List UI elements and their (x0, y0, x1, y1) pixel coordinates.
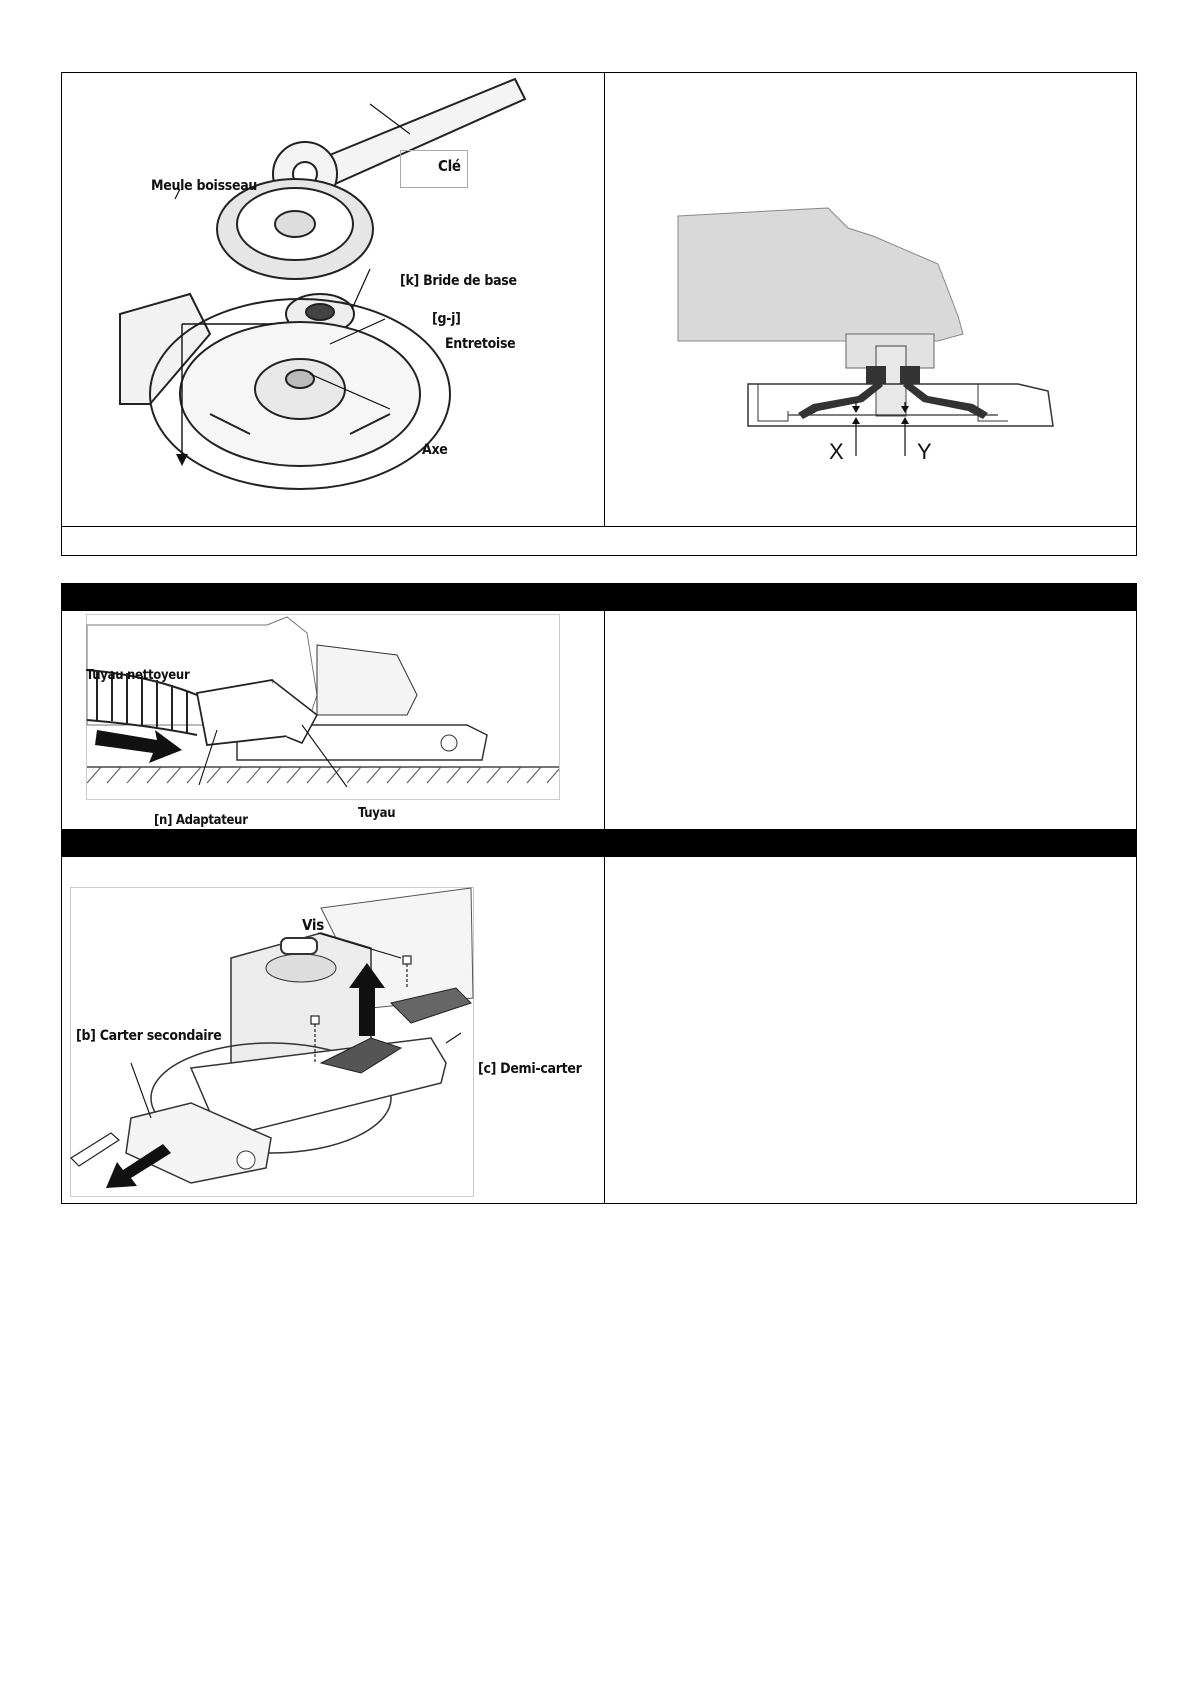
label-half-cover: [c] Demi-carter (478, 1061, 582, 1077)
label-secondary-cover: [b] Carter secondaire (76, 1028, 222, 1044)
label-cup-wheel: Meule boisseau (151, 178, 258, 194)
label-spacer: Entretoise (445, 336, 516, 352)
section-1-footer-divider (61, 526, 1137, 527)
section-2-header-bar (61, 583, 1137, 611)
label-spacer-code: [g-j] (432, 311, 461, 327)
label-adapter: [n] Adaptateur (154, 813, 248, 828)
label-base-flange: [k] Bride de base (400, 273, 517, 289)
label-screw: Vis (302, 916, 324, 934)
label-y: Y (917, 439, 932, 464)
section-1-vertical-divider (604, 72, 605, 526)
section-3-header-bar (61, 829, 1137, 857)
cross-section-drawing (678, 206, 1098, 466)
hose-connection-drawing (87, 615, 559, 799)
section-2-vertical-divider-bottom (604, 857, 605, 1204)
label-cleaner-hose: Tuyau nettoyeur (86, 668, 190, 683)
label-key: Clé (438, 157, 461, 175)
label-shaft: Axe (422, 442, 448, 458)
section-2-vertical-divider-top (604, 611, 605, 829)
label-x: X (829, 439, 844, 464)
figure-hose-connection (86, 614, 560, 800)
figure-cross-section (678, 206, 1098, 466)
label-pipe: Tuyau (358, 806, 396, 821)
